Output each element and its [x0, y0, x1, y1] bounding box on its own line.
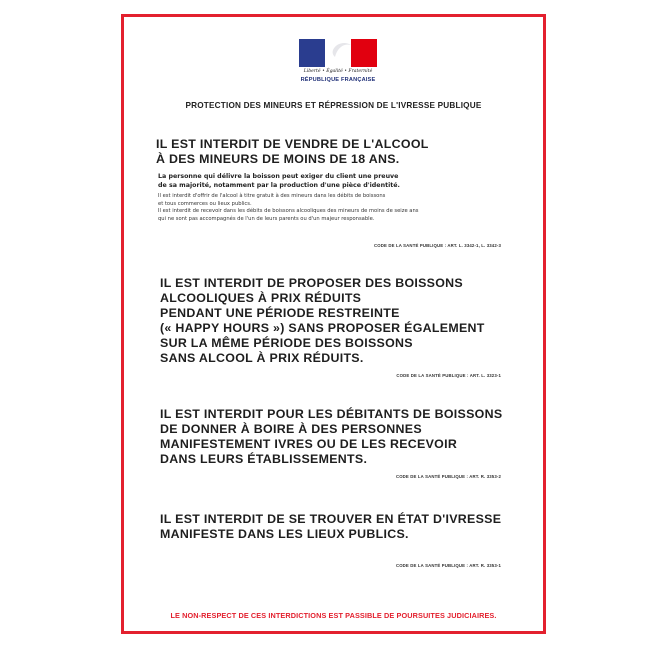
- section-4-title: [160, 512, 501, 542]
- section-1-subtitle-line: La personne qui délivre la boisson peut exiger du client une preuve: [158, 173, 399, 180]
- section-2-title-line: (« HAPPY HOURS ») SANS PROPOSER ÉGALEMENT: [160, 321, 485, 335]
- section-1-note-line: Il est interdit de recevoir dans les débits de boissons alcooliques des mineurs de moins de seize ans: [158, 208, 419, 215]
- section-4-title-line: IL EST INTERDIT DE SE TROUVER EN ÉTAT D'IVRESSE: [160, 512, 502, 526]
- section-3-title-line: IL EST INTERDIT POUR LES DÉBITANTS DE BOISSONS: [160, 407, 503, 421]
- section-3-title: [160, 407, 502, 467]
- section-2-title: [160, 276, 485, 366]
- republic-name: RÉPUBLIQUE FRANÇAISE: [300, 77, 376, 83]
- section-1-title-line: À DES MINEURS DE MOINS DE 18 ANS.: [156, 152, 400, 166]
- section-1-reference: CODE DE LA SANTÉ PUBLIQUE : ART. L. 3342-1, L. 3342-3: [373, 243, 501, 248]
- tricolor-flag: [299, 39, 377, 67]
- section-1-title: [156, 137, 429, 167]
- section-2-title-line: SUR LA MÊME PÉRIODE DES BOISSONS: [160, 336, 413, 350]
- section-2-title-line: SANS ALCOOL À PRIX RÉDUITS.: [160, 351, 364, 365]
- motto: Liberté • Égalité • Fraternité: [303, 69, 373, 74]
- section-3-reference: CODE DE LA SANTÉ PUBLIQUE : ART. R. 3353-2: [395, 474, 501, 479]
- republique-francaise-logo: [299, 39, 377, 91]
- section-2-title-line: IL EST INTERDIT DE PROPOSER DES BOISSONS: [160, 276, 463, 290]
- section-2-title-line: ALCOOLIQUES À PRIX RÉDUITS: [160, 291, 362, 305]
- legal-warning: LE NON-RESPECT DE CES INTERDICTIONS EST PASSIBLE DE POURSUITES JUDICIAIRES.: [170, 611, 497, 620]
- marianne-profile-icon: [321, 41, 355, 67]
- section-1-title-line: IL EST INTERDIT DE VENDRE DE L'ALCOOL: [156, 137, 429, 151]
- section-1-notes: [158, 193, 418, 223]
- section-2-title-line: PENDANT UNE PÉRIODE RESTREINTE: [160, 306, 400, 320]
- section-1-subtitle: [158, 173, 400, 190]
- poster: [121, 14, 546, 634]
- section-4-reference: CODE DE LA SANTÉ PUBLIQUE : ART. R. 3353-1: [395, 563, 501, 568]
- section-4-title-line: MANIFESTE DANS LES LIEUX PUBLICS.: [160, 527, 409, 541]
- section-3-title-line: MANIFESTEMENT IVRES OU DE LES RECEVOIR: [160, 437, 458, 451]
- section-3-title-line: DANS LEURS ÉTABLISSEMENTS.: [160, 452, 368, 466]
- section-1-note-line: Il est interdit d'offrir de l'alcool à titre gratuit à des mineurs dans les débits de boissons: [158, 193, 386, 199]
- section-1-subtitle-line: de sa majorité, notamment par la production d'une pièce d'identité.: [158, 181, 400, 189]
- section-1-note-line: qui ne sont pas accompagnés de l'un de leurs parents ou d'un majeur responsable.: [158, 215, 375, 222]
- section-1-note-line: et tous commerces ou lieux publics.: [158, 200, 252, 207]
- section-3-title-line: DE DONNER À BOIRE À DES PERSONNES: [160, 422, 422, 436]
- page-title: PROTECTION DES MINEURS ET RÉPRESSION DE L'IVRESSE PUBLIQUE: [185, 101, 482, 110]
- section-2-reference: CODE DE LA SANTÉ PUBLIQUE : ART. L. 3323-1: [396, 373, 501, 378]
